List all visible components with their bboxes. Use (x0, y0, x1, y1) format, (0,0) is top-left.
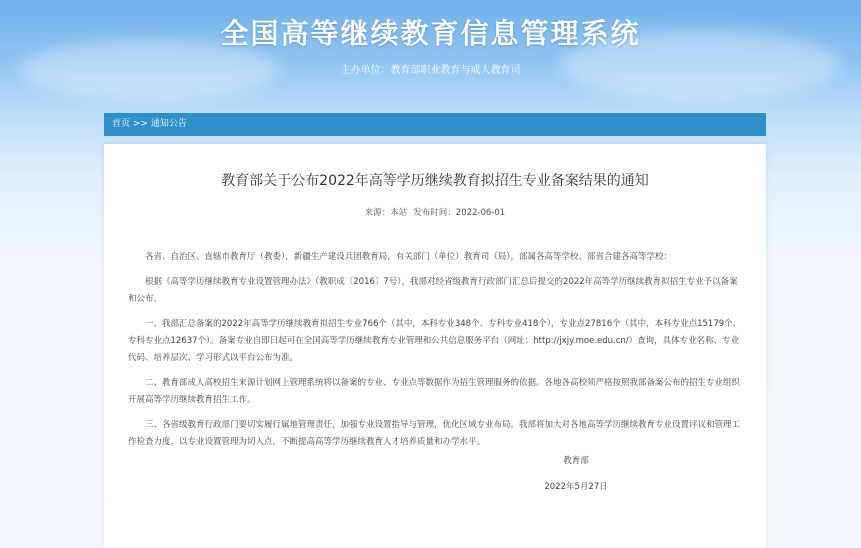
article-body (128, 249, 742, 459)
article-paragraph: 根据《高等学历继续教育专业设置管理办法》（教职成〔2016〕7号），我部对经省级教育行政部门汇总后提交的2022年高等学历继续教育拟招生专业予以备案和公布。 (128, 277, 738, 304)
breadcrumb (104, 113, 766, 136)
article-meta (104, 206, 766, 218)
breadcrumb-home-link[interactable]: 首页 (112, 119, 131, 129)
article-card (104, 144, 766, 548)
breadcrumb-separator: >> (130, 119, 151, 129)
article-signature: 教育部 (563, 456, 589, 466)
site-title: 全国高等继续教育信息管理系统 (220, 17, 641, 50)
article-paragraph: 三、各省级教育行政部门要切实履行属地管理责任，加强专业设置指导与管理，优化区域专业布局。我部将加大对各地高等学历继续教育专业设置评议和管理工作检查力度，以专业设置管理为切入点，不断提高高等学历继续教育人才培养质量和办学水平。 (128, 420, 741, 447)
article-date: 2022年5月27日 (544, 482, 608, 492)
article-title: 教育部关于公布2022年高等学历继续教育拟招生专业备案结果的通知 (221, 173, 649, 189)
article-publish-time: 发布时间：2022-06-01 (413, 208, 506, 218)
article-paragraph: 二、教育部成人高校招生来源计划网上管理系统将以备案的专业、专业点等数据作为招生管理服务的依据。各地各高校须严格按照我部备案公布的招生专业组织开展高等学历继续教育招生工作。 (128, 378, 741, 405)
article-paragraph: 一、我部汇总备案的2022年高等学历继续教育拟招生专业766个（其中，本科专业348个、专科专业418个），专业点27816个（其中，本科专业点15179个、专科专业点12637个）。备案专业自即日起可在全国高等学历继续教育专业管理和公共信息服务平台（网址：http://jxjy.moe.edu.cn/）查询，具体专业名称、专业代码、培养层次、学习形式以平台公布为准。 (128, 319, 742, 363)
breadcrumb-current-link[interactable]: 通知公告 (150, 119, 187, 129)
article-paragraph: 各省、自治区、直辖市教育厅（教委），新疆生产建设兵团教育局，有关部门（单位）教育司（局），部属各高等学校、部省合建各高等学校： (145, 252, 673, 262)
host-organization: 主办单位：教育部职业教育与成人教育司 (340, 65, 521, 76)
article-source: 来源：本站 (364, 208, 408, 218)
